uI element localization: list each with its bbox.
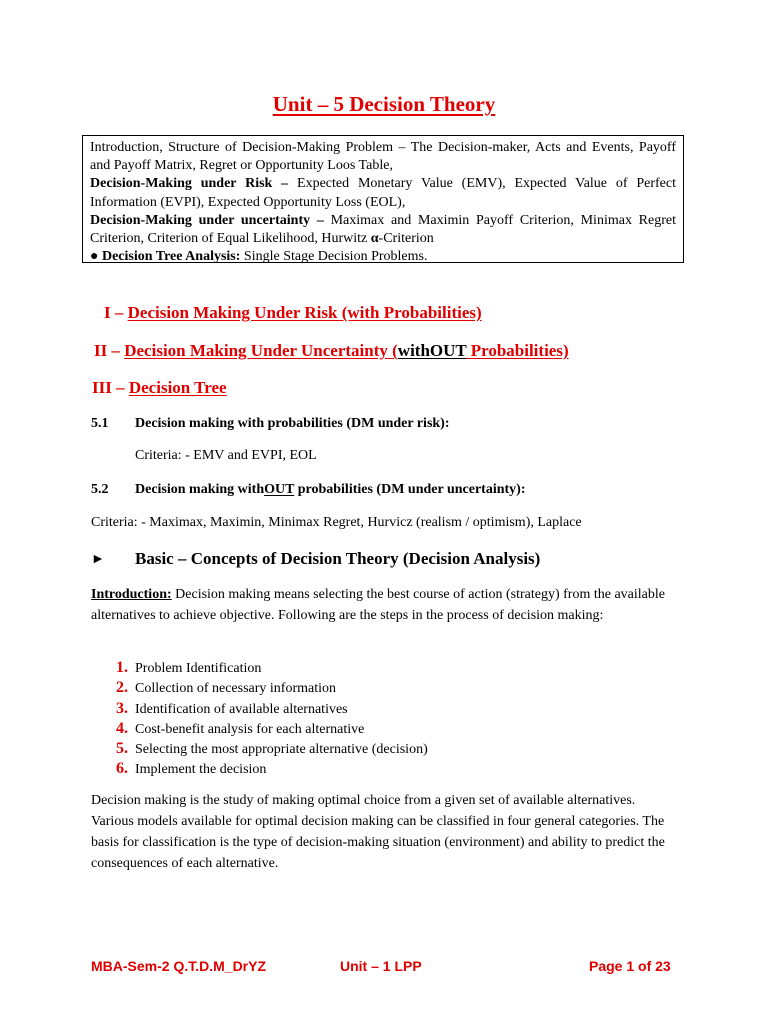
footer-course: MBA-Sem-2 Q.T.D.M_DrYZ: [91, 958, 267, 974]
heading-three-prefix: III –: [92, 378, 129, 397]
step-text: Implement the decision: [135, 762, 267, 778]
basic-concepts-title: Basic – Concepts of Decision Theory (Decision Analysis): [135, 549, 541, 568]
page-title: Unit – 5 Decision Theory: [272, 92, 496, 116]
section-title-c: probabilities (DM under uncertainty):: [294, 482, 526, 497]
topics-tree-line: [90, 248, 676, 266]
risk-text: Expected Monetary Value (EMV), Expected Value of Perfect Information (EVPI), Expected Opportunity Loss (EOL),: [90, 176, 676, 210]
step-text: Selecting the most appropriate alternative (decision): [135, 742, 428, 758]
uncertainty-label: Decision-Making under uncertainty –: [90, 212, 324, 228]
tree-text: Single Stage Decision Problems.: [240, 249, 428, 265]
introduction-text: Decision making means selecting the best course of action (strategy) from the available alternatives to achieve objective. Following are the steps in the process of decision making:: [91, 587, 665, 623]
arrow-bullet-icon: ►: [91, 552, 105, 567]
footer-unit: Unit – 1 LPP: [340, 958, 422, 974]
step-text: Collection of necessary information: [135, 681, 336, 697]
list-item: [110, 741, 510, 761]
list-item: [110, 701, 510, 721]
introduction-paragraph: [91, 584, 677, 626]
introduction-label: Introduction:: [91, 587, 172, 602]
alpha-symbol: α: [370, 231, 379, 247]
list-item: [110, 680, 510, 700]
criterion-suffix: -Criterion: [378, 231, 434, 247]
section-5-1: [91, 416, 691, 436]
heading-three-text: Decision Tree: [128, 378, 227, 397]
heading-decision-under-risk: [104, 303, 482, 323]
heading-decision-under-uncertainty: [94, 341, 569, 361]
uncertainty-text: Maximax and Maximin Payoff Criterion, Minimax Regret Criterion, Criterion of Equal Likelihood, Hurwitz: [90, 212, 676, 247]
step-number: 3.: [116, 699, 128, 717]
heading-two-prefix: II –: [94, 341, 125, 360]
step-number: 6.: [116, 760, 128, 778]
criteria-5-2: Criteria: - Maximax, Maximin, Minimax Regret, Hurvicz (realism / optimism), Laplace: [91, 515, 582, 530]
list-item: [110, 721, 510, 741]
section-number: 5.1: [91, 416, 109, 431]
tree-label: Decision Tree Analysis:: [101, 249, 241, 265]
criteria-5-1: Criteria: - EMV and EVPI, EOL: [135, 448, 317, 463]
decision-making-paragraph: Decision making is the study of making optimal choice from a given set of available alternatives. Various models available for optimal decision making can be classified in four general categories. The basis for classification is the type of decision-making situation (environment) and ability to predict the consequences of each alternative.: [91, 793, 665, 871]
step-text: Problem Identification: [135, 661, 262, 676]
risk-label: Decision-Making under Risk –: [90, 176, 289, 192]
footer-page-number: Page 1 of 23: [589, 958, 671, 974]
list-item: [110, 761, 510, 781]
step-number: 2.: [116, 679, 128, 697]
section-title: [135, 482, 525, 498]
step-text: Cost-benefit analysis for each alternative: [135, 721, 365, 737]
decision-steps-list: [110, 660, 510, 782]
heading-one-text: Decision Making Under Risk (with Probabilities): [127, 303, 482, 322]
heading-two-text-c: Probabilities): [466, 341, 569, 360]
heading-decision-tree: [92, 378, 227, 398]
list-item: [110, 660, 510, 680]
step-text: Identification of available alternatives: [135, 701, 348, 717]
bullet-icon: ●: [90, 249, 99, 265]
section-number: 5.2: [91, 482, 109, 497]
topics-uncertainty-line: [90, 212, 676, 248]
heading-two-text-a: Decision Making Under Uncertainty (: [124, 341, 398, 360]
topics-intro-line: Introduction, Structure of Decision-Making Problem – The Decision-maker, Acts and Events, Payoff and Payoff Matrix, Regret or Opportunity Loos Table,: [90, 140, 676, 174]
section-title: Decision making with probabilities (DM under risk):: [135, 416, 450, 431]
section-5-2: [91, 482, 691, 502]
step-number: 4.: [116, 719, 128, 737]
section-title-out: OUT: [264, 482, 295, 497]
topics-box: [82, 135, 684, 263]
section-title-a: Decision making with: [135, 482, 265, 497]
heading-one-prefix: I –: [104, 303, 128, 322]
topics-risk-line: [90, 175, 676, 211]
step-number: 1.: [116, 659, 128, 676]
step-number: 5.: [116, 740, 128, 758]
heading-two-without: withOUT: [397, 341, 467, 360]
